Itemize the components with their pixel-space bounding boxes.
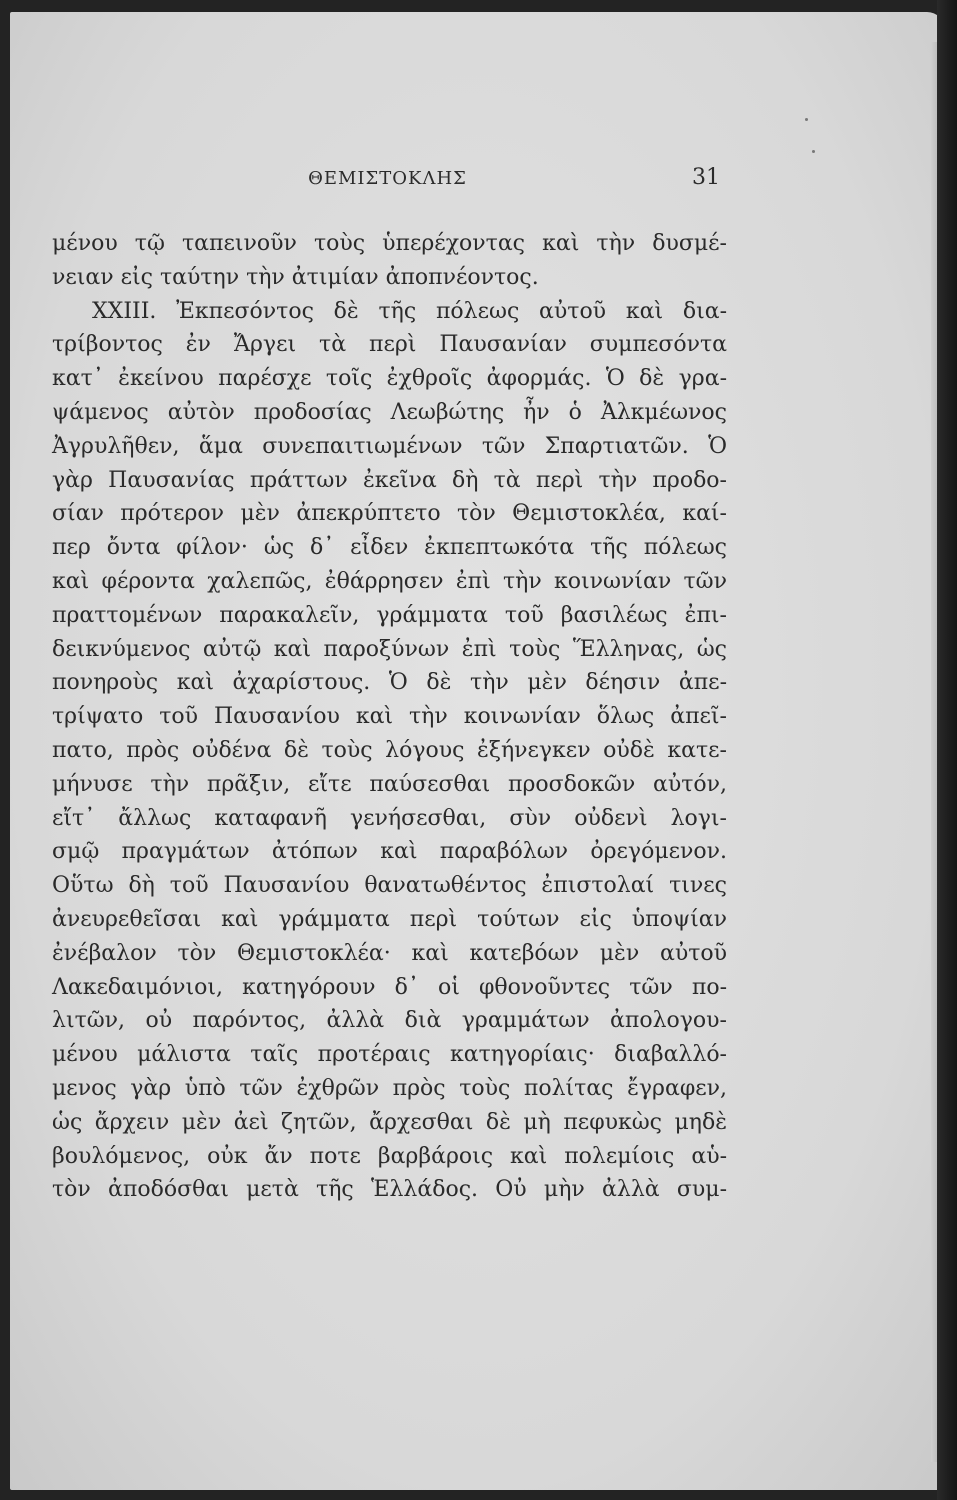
text-line: βουλόμενος, οὐκ ἄν ποτε βαρβάροις καὶ πολεμίοις αὑ-	[52, 1143, 727, 1169]
text-line: ψάμενος αὐτὸν προδοσίας Λεωβώτης ἦν ὁ Ἀλκμέωνος	[52, 399, 727, 425]
text-line: κατ᾽ ἐκείνου παρέσχε τοῖς ἐχθροῖς ἀφορμάς. Ὁ δὲ γρα-	[52, 366, 727, 392]
text-line: ὡς ἄρχειν μὲν ἀεὶ ζητῶν, ἄρχεσθαι δὲ μὴ πεφυκὼς μηδὲ	[52, 1109, 727, 1135]
text-line: ἐνέβαλον τὸν Θεμιστοκλέα· καὶ κατεβόων μὲν αὐτοῦ	[52, 940, 727, 966]
text-line: XXIII. Ἐκπεσόντος δὲ τῆς πόλεως αὐτοῦ καὶ δια-	[92, 298, 727, 324]
page-header	[55, 165, 720, 198]
text-line: Οὕτω δὴ τοῦ Παυσανίου θανατωθέντος ἐπιστολαί τινες	[52, 873, 727, 899]
text-line: λιτῶν, οὐ παρόντος, ἀλλὰ διὰ γραμμάτων ἀπολογου-	[52, 1008, 727, 1034]
paper-speck	[812, 150, 815, 153]
text-line: περ ὄντα φίλον· ὡς δ᾽ εἶδεν ἐκπεπτωκότα τῆς πόλεως	[52, 535, 727, 561]
text-line: καὶ φέροντα χαλεπῶς, ἐθάρρησεν ἐπὶ τὴν κοινωνίαν τῶν	[52, 568, 727, 594]
text-line: σμῷ πραγμάτων ἀτόπων καὶ παραβόλων ὀρεγόμενον.	[52, 839, 727, 865]
running-title: ΘΕΜΙΣΤΟΚΛΗΣ	[308, 168, 467, 189]
text-line: πονηροὺς καὶ ἀχαρίστους. Ὁ δὲ τὴν μὲν δέησιν ἀπε-	[52, 670, 727, 696]
text-line: μενος γὰρ ὑπὸ τῶν ἐχθρῶν πρὸς τοὺς πολίτας ἔγραφεν,	[52, 1075, 727, 1101]
text-line: σίαν πρότερον μὲν ἀπεκρύπτετο τὸν Θεμιστοκλέα, καί-	[52, 501, 727, 527]
paper-speck	[805, 118, 808, 121]
text-line: γὰρ Παυσανίας πράττων ἐκεῖνα δὴ τὰ περὶ τὴν προδο-	[52, 467, 727, 493]
text-line: τρίβοντος ἐν Ἄργει τὰ περὶ Παυσανίαν συμπεσόντα	[52, 332, 727, 358]
text-line: πραττομένων παρακαλεῖν, γράμματα τοῦ βασιλέως ἐπι-	[52, 602, 727, 628]
text-line: νειαν εἰς ταύτην τὴν ἀτιμίαν ἀποπνέοντος.	[52, 264, 539, 290]
text-line: μένου μάλιστα ταῖς προτέραις κατηγορίαις· διαβαλλό-	[52, 1042, 727, 1068]
text-line: τὸν ἀποδόσθαι μετὰ τῆς Ἑλλάδος. Οὐ μὴν ἀλλὰ συμ-	[52, 1177, 727, 1203]
text-line: ἀνευρεθεῖσαι καὶ γράμματα περὶ τούτων εἰς ὑποψίαν	[52, 906, 727, 932]
text-line: τρίψατο τοῦ Παυσανίου καὶ τὴν κοινωνίαν ὅλως ἀπεῖ-	[52, 704, 727, 730]
text-line: πατο, πρὸς οὐδένα δὲ τοὺς λόγους ἐξήνεγκεν οὐδὲ κατε-	[52, 737, 727, 763]
text-line: εἴτ᾽ ἄλλως καταφανῆ γενήσεσθαι, σὺν οὐδενὶ λογι-	[52, 805, 727, 831]
text-line: μήνυσε τὴν πρᾶξιν, εἴτε παύσεσθαι προσδοκῶν αὐτόν,	[52, 771, 727, 797]
text-line: Λακεδαιμόνιοι, κατηγόρουν δ᾽ οἱ φθονοῦντες τῶν πο-	[52, 974, 727, 1000]
text-line: δεικνύμενος αὐτῷ καὶ παροξύνων ἐπὶ τοὺς Ἕλληνας, ὡς	[52, 636, 727, 662]
right-edge-shadow	[937, 0, 957, 1500]
body-text	[52, 227, 727, 1207]
text-line: μένου τῷ ταπεινοῦν τοὺς ὑπερέχοντας καὶ τὴν δυσμέ-	[52, 231, 727, 256]
text-line: Ἀγρυλῆθεν, ἅμα συνεπαιτιωμένων τῶν Σπαρτιατῶν. Ὁ	[52, 433, 727, 459]
page-number: 31	[692, 165, 720, 190]
